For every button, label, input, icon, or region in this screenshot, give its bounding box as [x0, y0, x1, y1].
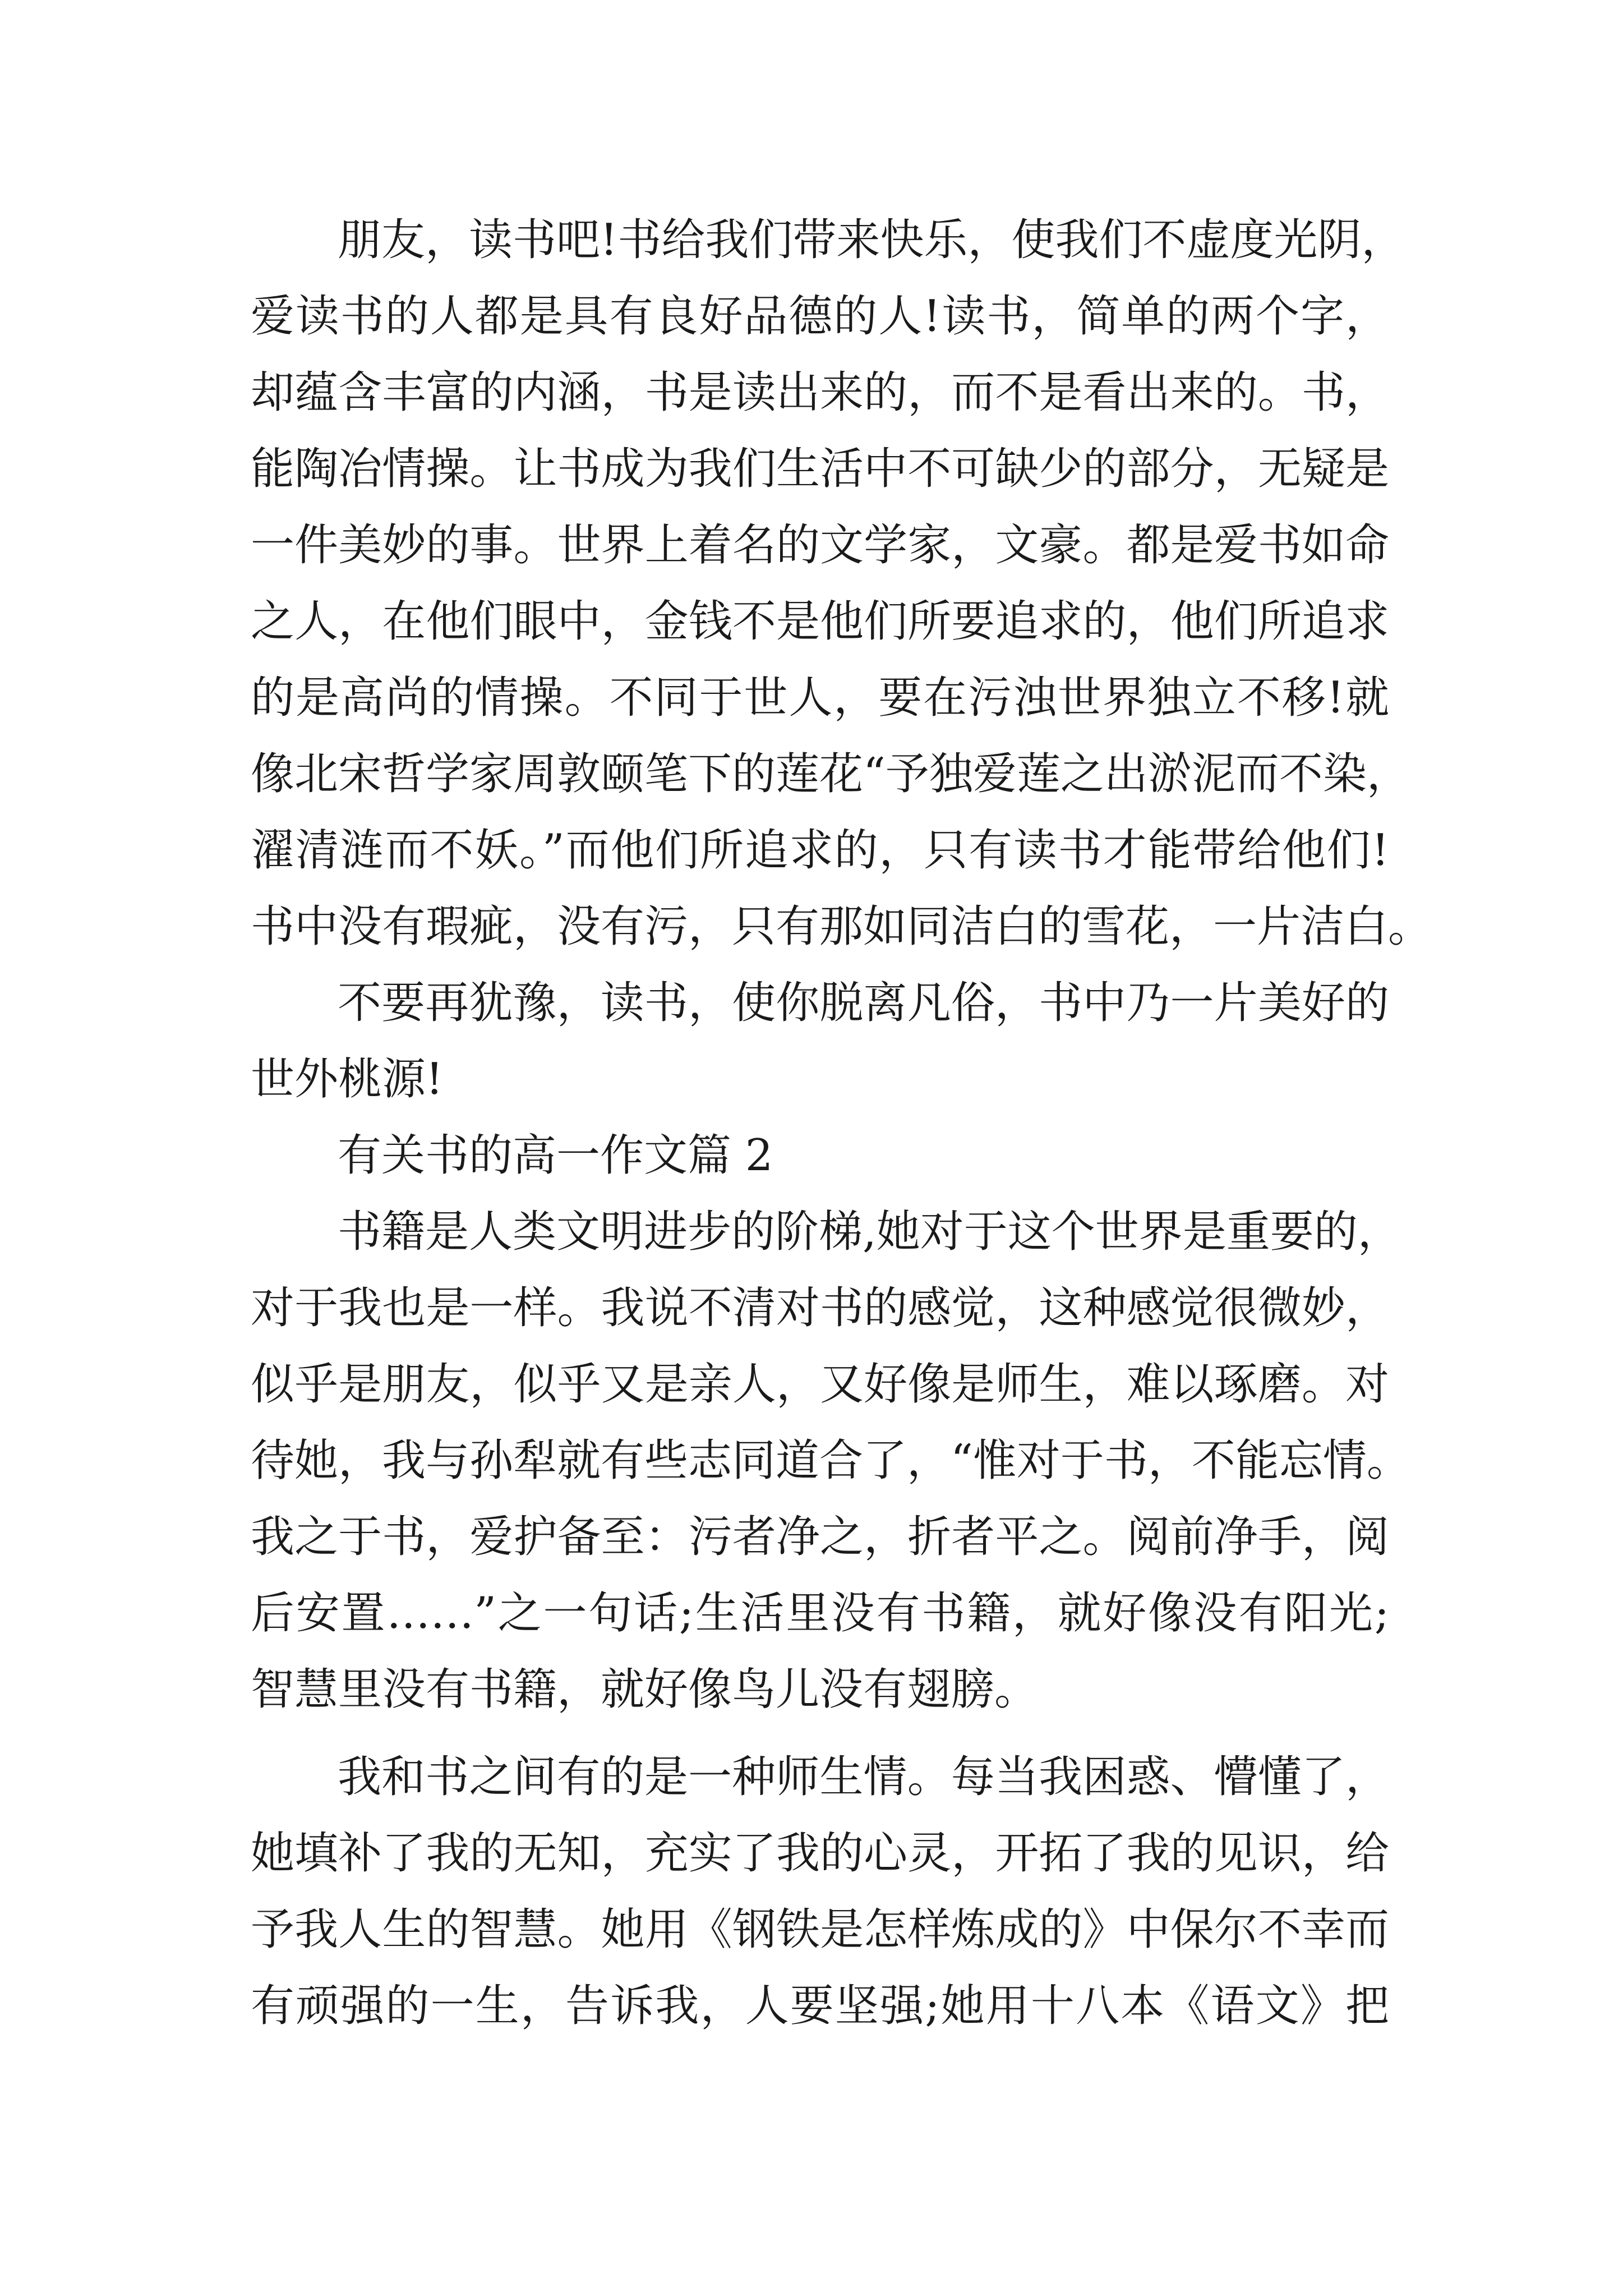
section-heading: 有关书的高一作文篇 2 [338, 1130, 773, 1181]
paragraph-1 [251, 202, 1432, 965]
text-line: 一件美妙的事。世界上着名的文学家，文豪。都是爱书如命 [251, 520, 1389, 570]
text-line: 能陶冶情操。让书成为我们生活中不可缺少的部分，无疑是 [251, 444, 1389, 494]
text-line: 像北宋哲学家周敦颐笔下的莲花“予独爱莲之出淤泥而不染， [251, 749, 1410, 799]
paragraph-3 [251, 1194, 1410, 1728]
text-line: 予我人生的智慧。她用《钢铁是怎样炼成的》中保尔不幸而 [251, 1904, 1389, 1955]
text-line: 却蕴含丰富的内涵，书是读出来的，而不是看出来的。书， [251, 367, 1389, 418]
text-line: 智慧里没有书籍，就好像鸟儿没有翅膀。 [251, 1664, 1039, 1715]
text-line: 我之于书，爱护备至：污者净之，折者平之。阅前净手，阅 [251, 1512, 1389, 1562]
text-line: 有顽强的一生，告诉我，人要坚强;她用十八本《语文》把 [251, 1981, 1389, 2031]
text-line: 书籍是人类文明进步的阶梯,她对于这个世界是重要的， [338, 1207, 1401, 1257]
text-line: 的是高尚的情操。不同于世人，要在污浊世界独立不移!就 [251, 673, 1389, 723]
text-line: 书中没有瑕疵，没有污，只有那如同洁白的雪花，一片洁白。 [251, 901, 1432, 952]
text-line: 对于我也是一样。我说不清对书的感觉，这种感觉很微妙， [251, 1283, 1389, 1333]
text-line: 她填补了我的无知，充实了我的心灵，开拓了我的见识，给 [251, 1828, 1389, 1879]
text-line: 似乎是朋友，似乎又是亲人，又好像是师生，难以琢磨。对 [251, 1359, 1389, 1410]
text-line: 后安置……”之一句话;生活里没有书籍，就好像没有阳光; [251, 1588, 1389, 1639]
text-line: 世外桃源! [251, 1054, 444, 1105]
text-line: 爱读书的人都是具有良好品德的人!读书，简单的两个字， [251, 291, 1389, 342]
text-line: 不要再犹豫，读书，使你脱离凡俗，书中乃一片美好的 [338, 978, 1389, 1028]
paragraph-4 [251, 1739, 1389, 2044]
paragraph-2 [251, 965, 1389, 1117]
text-line: 朋友，读书吧!书给我们带来快乐，使我们不虚度光阴， [338, 215, 1405, 265]
document-body [251, 202, 1432, 2044]
text-line: 待她，我与孙犁就有些志同道合了，“惟对于书，不能忘情。 [251, 1435, 1410, 1486]
text-line: 之人，在他们眼中，金钱不是他们所要追求的，他们所追求 [251, 596, 1389, 647]
text-line: 濯清涟而不妖。”而他们所追求的，只有读书才能带给他们! [251, 825, 1389, 876]
text-line: 我和书之间有的是一种师生情。每当我困惑、懵懂了， [338, 1752, 1389, 1802]
